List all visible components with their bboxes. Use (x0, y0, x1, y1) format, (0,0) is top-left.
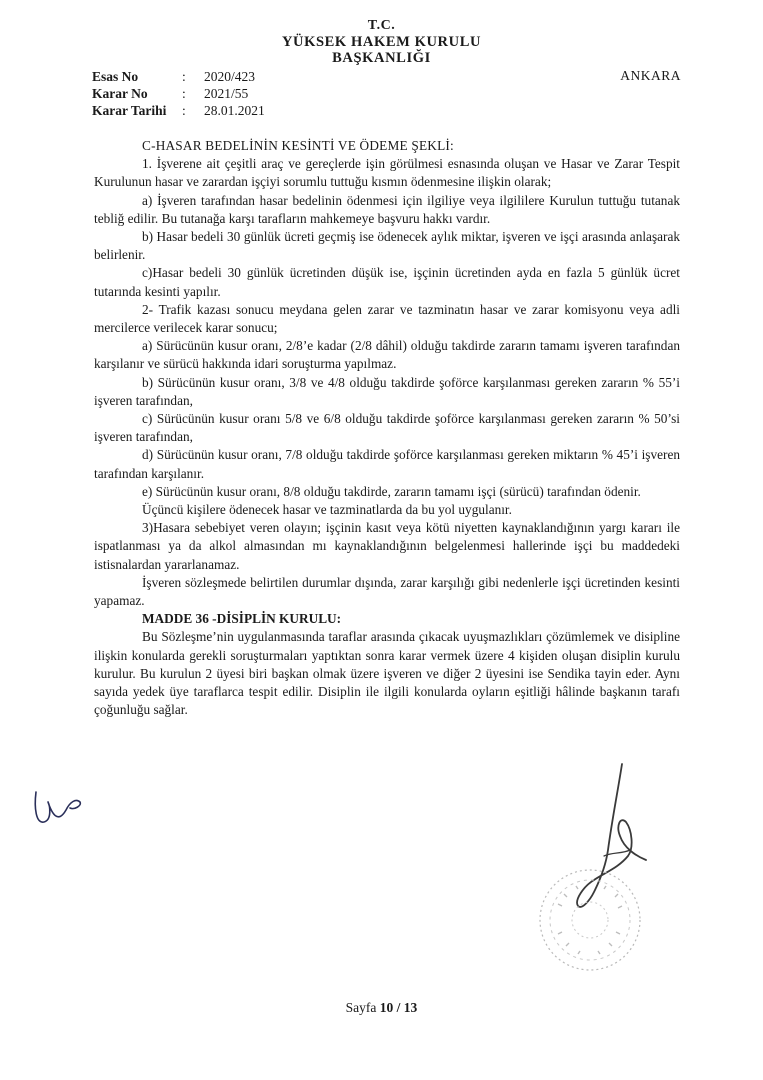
paragraph: 2- Trafik kazası sonucu meydana gelen zarar ve tazminatın hasar ve zarar komisyonu veya adli mercilerce verilecek karar sonucu; (94, 301, 680, 336)
meta-label: Karar Tarihi (92, 103, 167, 118)
page-number: 10 / 13 (379, 1000, 418, 1015)
page-footer (0, 1000, 763, 1016)
paragraph: a) İşveren tarafından hasar bedelinin ödenmesi için ilgiliye veya ilgililere Kurulun tuttuğu tutanak tebliğ edilir. Bu tutanağa karşı tarafların mahkemeye başvuru hakkı vardır. (94, 192, 680, 226)
meta-row-esas (92, 68, 265, 85)
city-label: ANKARA (620, 68, 681, 83)
paragraph: Üçüncü kişilere ödenecek hasar ve tazminatlarda da bu yol uygulanır. (142, 502, 512, 518)
paragraph: e) Sürücünün kusur oranı, 8/8 olduğu takdirde, zararın tamamı işçi (sürücü) tarafından ödenir. (142, 483, 641, 499)
meta-row-karar (92, 85, 265, 102)
header-office: BAŞKANLIĞI (332, 50, 431, 66)
seal-stamp-icon (530, 860, 650, 985)
paragraph: c) Sürücünün kusur oranı 5/8 ve 6/8 olduğu takdirde şoförce karşılanması gereken zararın % 50’si işveren tarafından, (94, 411, 680, 445)
header-institution: YÜKSEK HAKEM KURULU (281, 34, 482, 50)
paragraph: d) Sürücünün kusur oranı, 7/8 olduğu takdirde şoförce karşılanması gereken miktarın % 45’i işveren tarafından karşılanır. (94, 447, 680, 481)
meta-label: Karar No (92, 86, 148, 101)
paragraph: b) Hasar bedeli 30 günlük ücreti geçmiş ise ödenecek aylık miktar, işveren ve işçi arasında anlaşarak belirlenir. (94, 229, 680, 263)
meta-separator: : (182, 103, 186, 118)
section-title: C-HASAR BEDELİNİN KESİNTİ VE ÖDEME ŞEKLİ: (142, 138, 454, 153)
paragraph: 3)Hasara sebebiyet veren olayın; işçinin kasıt veya kötü niyetten kaynaklandığının yargı kararı ile ispatlanması ya da alkol almasından mı kaynaklandığının belgelenmesi hallerinde işçi bu maddedeki istisnalardan yararlanamaz. (94, 520, 680, 572)
paragraph: İşveren sözleşmede belirtilen durumlar dışında, zarar karşılığı gibi nedenlerle işçi ücretinden kesinti yapamaz. (94, 574, 680, 609)
paragraph: c)Hasar bedeli 30 günlük ücretinden düşük ise, işçinin ücretinden ayda en fazla 5 günlük ücret tutarında kesinti yapılır. (94, 265, 680, 299)
meta-value: 28.01.2021 (204, 103, 265, 118)
header-country: T.C. (367, 18, 396, 33)
article-paragraph: Bu Sözleşme’nin uygulanmasında taraflar arasında çıkacak uyuşmazlıkları çözümlemek ve disipline ilişkin konularda gerekli soruşturmaları yaptıktan sonra karar vermek üzere 4 kişiden oluşan disiplin kurulu kurulur. Bu kurulun 2 üyesi biri başkan olmak üzere işveren ve diğer 2 üyesini ise Sendika tayin eder. Aynı sayıda yedek üye taraflarca tespit edilir. Disiplin ile ilgili konularda oyların eşitliği hâlinde başkanın tarafı çoğunluğu sağlar. (94, 629, 680, 718)
case-meta (92, 68, 265, 119)
meta-separator: : (182, 86, 186, 101)
meta-label: Esas No (92, 69, 139, 84)
initials-icon (30, 780, 90, 845)
footer-prefix: Sayfa (345, 1000, 380, 1015)
paragraph: a) Sürücünün kusur oranı, 2/8’e kadar (2/8 dâhil) olduğu takdirde zararın tamamı işveren tarafından karşılanır ve sürücü hakkında idari soruşturma yapılmaz. (94, 338, 680, 372)
paragraph: 1. İşverene ait çeşitli araç ve gereçlerde işin görülmesi esnasında oluşan ve Hasar ve Zarar Tespit Kurulunun hasar ve zarardan işçiyi sorumlu tuttuğu kısmın ödenmesine ilişkin olarak; (94, 156, 680, 190)
meta-separator: : (182, 69, 186, 84)
meta-value: 2020/423 (204, 69, 256, 84)
meta-value: 2021/55 (204, 86, 249, 101)
paragraph: b) Sürücünün kusur oranı, 3/8 ve 4/8 olduğu takdirde şoförce karşılanması gereken zararın % 55’i işveren tarafından, (94, 374, 680, 408)
article-title: MADDE 36 -DİSİPLİN KURULU: (142, 611, 342, 627)
meta-row-tarih (92, 102, 265, 119)
document-body (94, 137, 680, 720)
